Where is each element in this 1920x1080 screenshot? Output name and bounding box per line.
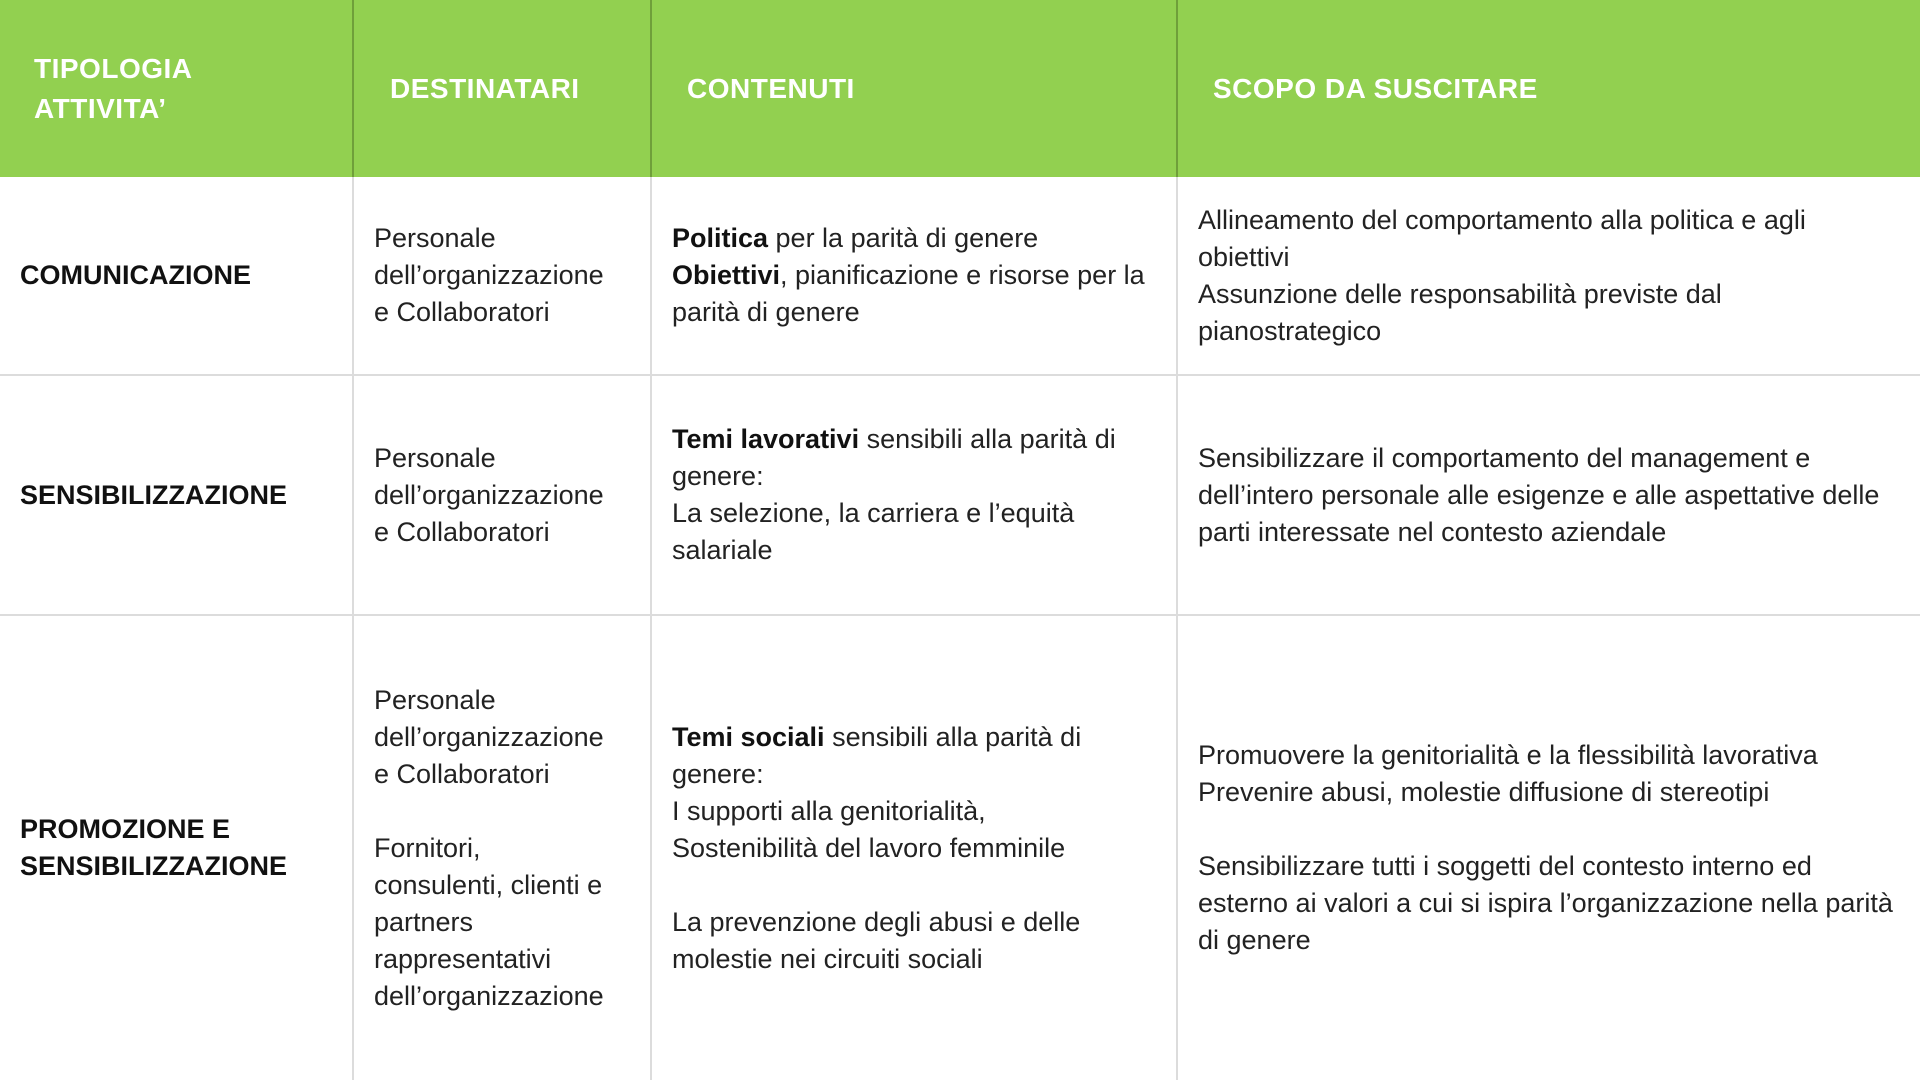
header-tipologia: TIPOLOGIA ATTIVITA’ [34,52,193,124]
table-row-2-destinatari: Personale dell’organizzazione e Collaboratori [374,442,604,547]
table-row-3-scopo: Promuovere la genitorialità e la flessibilità lavorativa Prevenire abusi, molestie diffusione di stereotipi Sensibilizzare tutti i soggetti del contesto interno ed esterno ai valori a cui si ispira l’organizzazione nella parità di genere [1198,740,1893,955]
header-divider [650,0,652,177]
header-destinatari: DESTINATARI [390,72,580,104]
header-divider [1176,0,1178,177]
table-row-1-contenuti: Politica per la parità di genere Obiettivi, pianificazione e risorse per la parità di genere [672,223,1145,327]
contenuti-bold: Temi sociali [672,721,825,752]
header-scopo: SCOPO DA SUSCITARE [1213,72,1538,104]
table-row-1-destinatari: Personale dell’organizzazione e Collaboratori [374,223,604,327]
contenuti-bold: Obiettivi [672,260,781,290]
contenuti-bold: Temi lavorativi [672,424,860,454]
table-header [0,0,1920,177]
table-row-3-contenuti: Temi sociali sensibili alla parità di genere: I supporti alla genitorialità, Sostenibilità del lavoro femminile La prevenzione degli abusi e delle molestie nei circuiti sociali [672,721,1082,974]
header-divider [352,0,354,177]
column-divider [352,177,354,1080]
contenuti-bold: Politica [672,223,769,253]
table-row-3-destinatari: Personale dell’organizzazione e Collaboratori Fornitori, consulenti, clienti e partners rappresentativi dell’organizzazione [374,684,604,1011]
column-divider [1176,177,1178,1080]
table-row-1-scopo: Allineamento del comportamento alla politica e agli obiettivi Assunzione delle responsabilità previste dal pianostrategico [1198,204,1806,346]
table-row-2-contenuti: Temi lavorativi sensibili alla parità di genere: La selezione, la carriera e l’equità salariale [672,424,1116,565]
table-row-1-tipologia: COMUNICAZIONE [20,260,251,290]
header-contenuti: CONTENUTI [687,72,855,104]
table-row-2-scopo: Sensibilizzare il comportamento del management e dell’intero personale alle esigenze e alle aspettative delle parti interessate nel contesto aziendale [1198,442,1880,547]
column-divider [650,177,652,1080]
table-row-3-tipologia: PROMOZIONE E SENSIBILIZZAZIONE [20,814,288,881]
table-row-2-tipologia: SENSIBILIZZAZIONE [20,479,288,510]
